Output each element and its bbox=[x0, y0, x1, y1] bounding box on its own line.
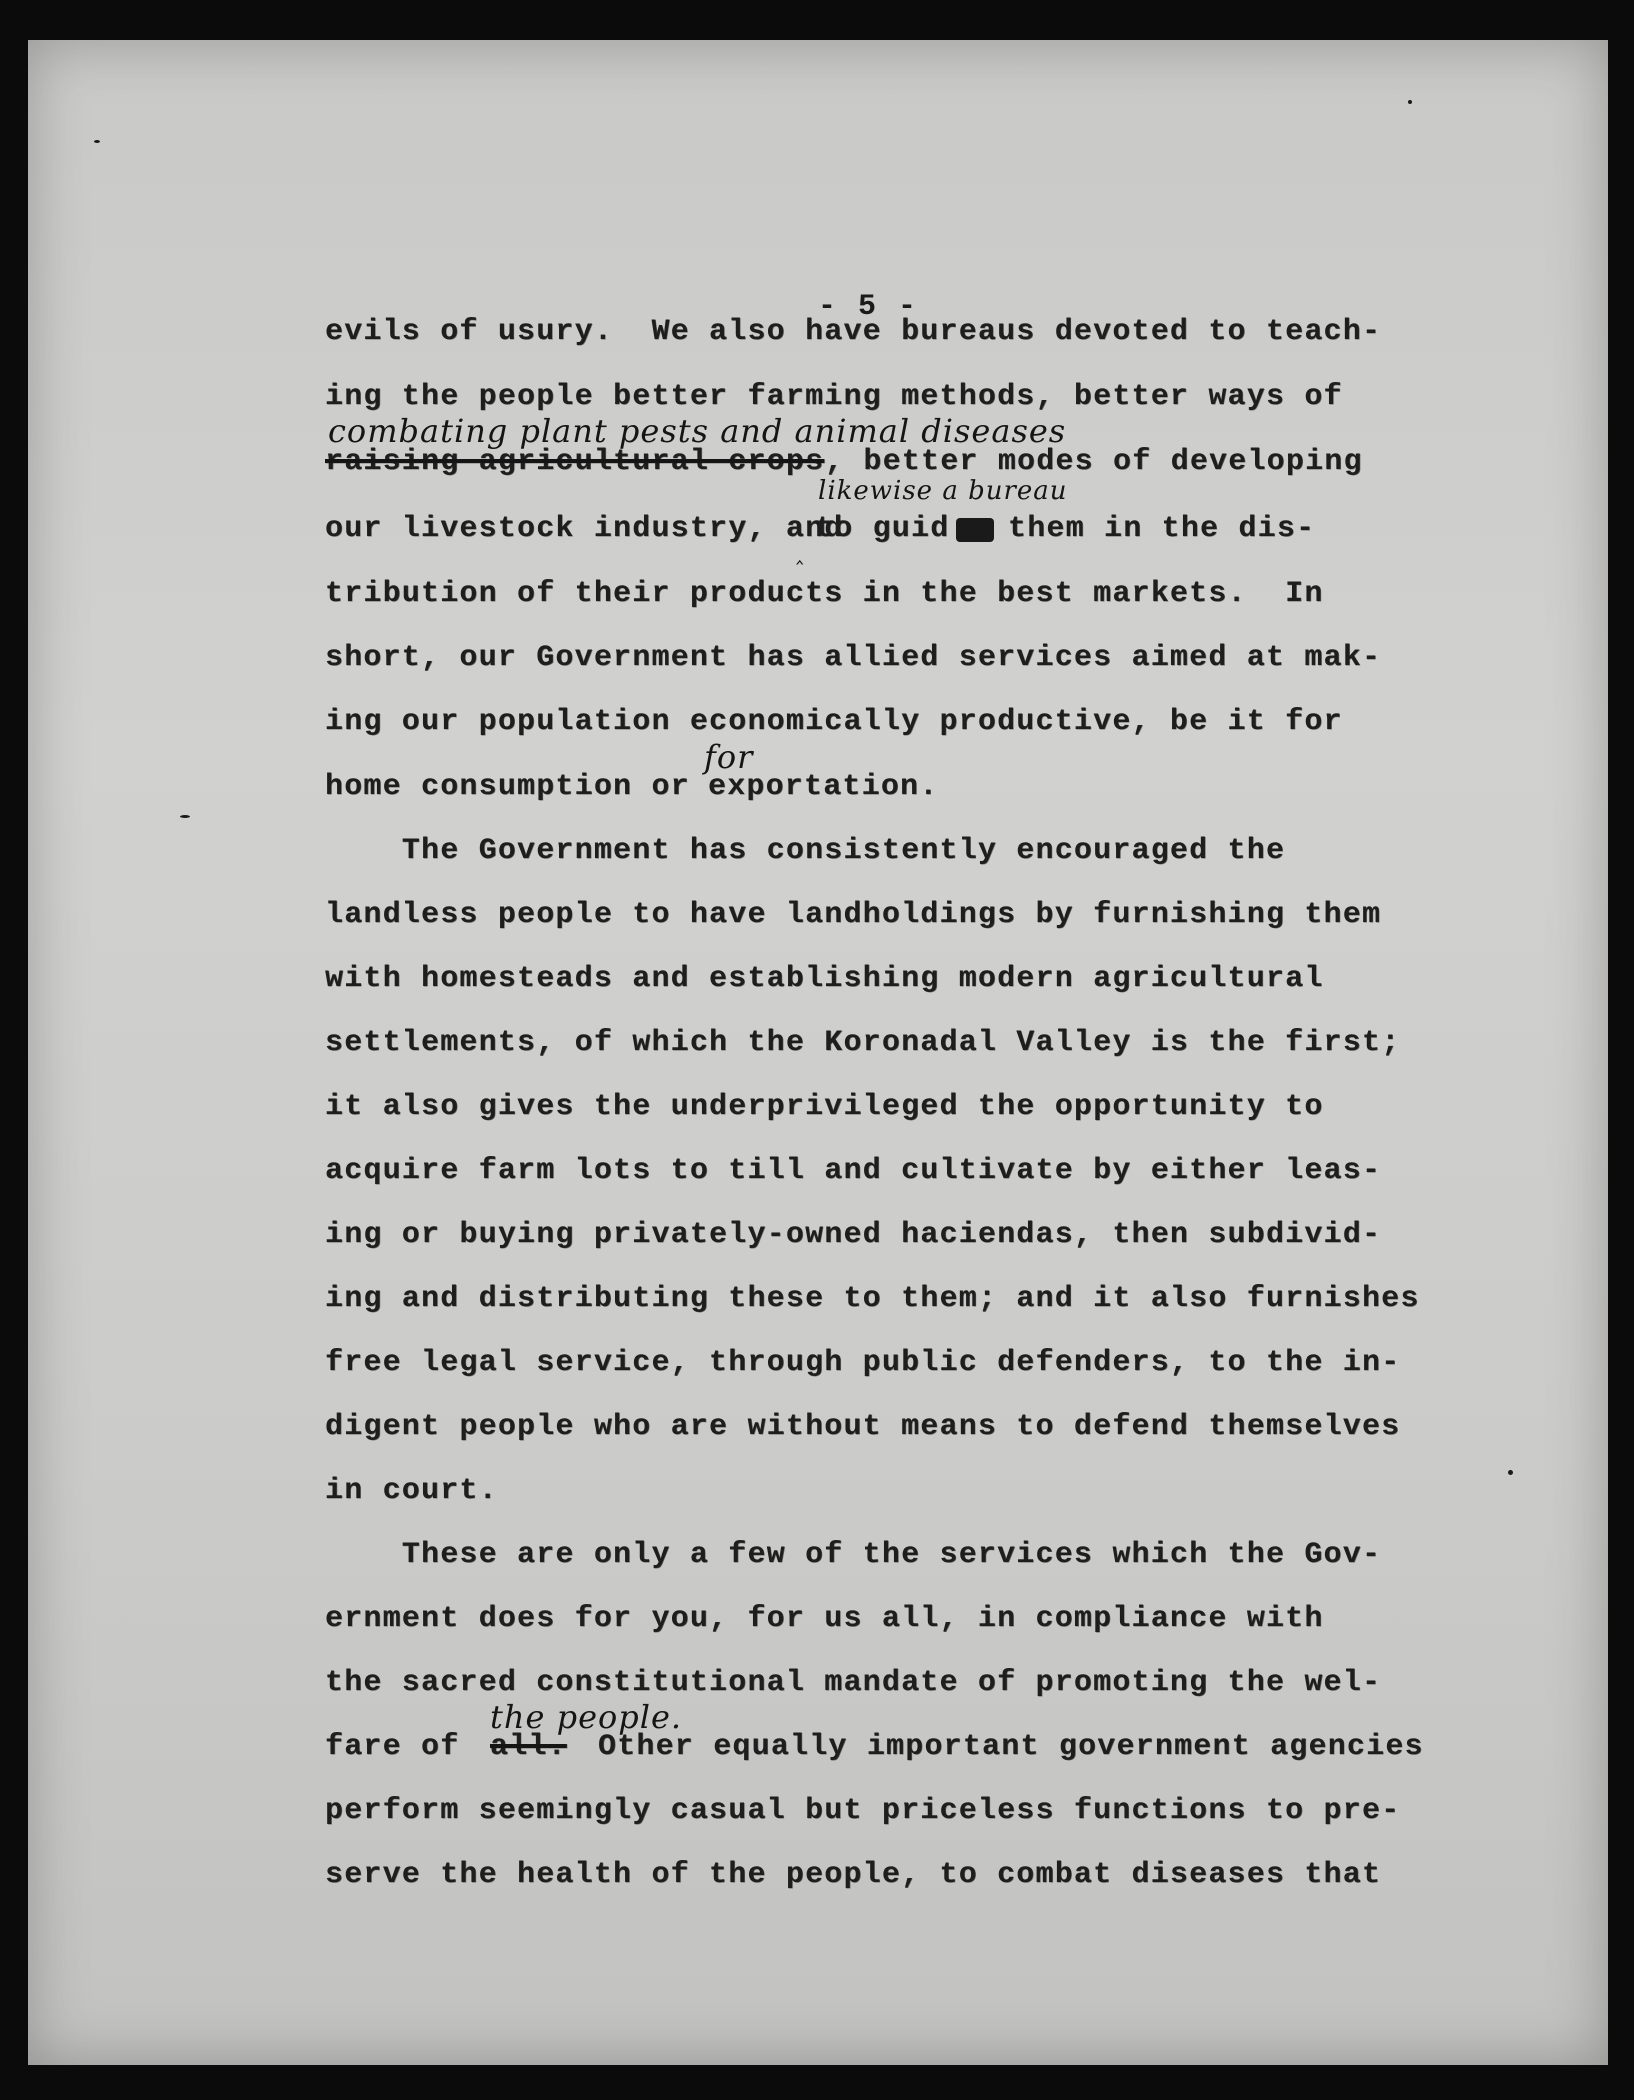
text-line: ing and distributing these to them; and it also furnishes bbox=[325, 1282, 1420, 1316]
text-line: short, our Government has allied services aimed at mak- bbox=[325, 641, 1382, 675]
text-line: our livestock industry, and bbox=[325, 512, 844, 546]
text-line: in court. bbox=[325, 1474, 498, 1508]
scan-speck bbox=[180, 815, 190, 818]
struck-out-text: all. bbox=[490, 1730, 567, 1764]
text-line: perform seemingly casual but priceless functions to pre- bbox=[325, 1794, 1401, 1828]
scan-speck bbox=[94, 140, 100, 143]
page-number: - 5 - bbox=[818, 290, 919, 324]
text-line: settlements, of which the Koronadal Valley is the first; bbox=[325, 1026, 1401, 1060]
text-line: ernment does for you, for us all, in compliance with bbox=[325, 1602, 1324, 1636]
text-line: tribution of their products in the best markets. In bbox=[325, 577, 1324, 611]
text-line: digent people who are without means to defend themselves bbox=[325, 1410, 1401, 1444]
handwritten-insertion: likewise a bureau bbox=[818, 476, 1068, 506]
text-line: , better modes of developing bbox=[825, 445, 1363, 479]
handwritten-insertion: the people. bbox=[490, 1698, 683, 1736]
handwritten-insertion: for bbox=[704, 738, 754, 776]
scan-speck bbox=[1408, 100, 1412, 104]
text-line: acquire farm lots to till and cultivate by either leas- bbox=[325, 1154, 1382, 1188]
text-line: landless people to have landholdings by furnishing them bbox=[325, 898, 1382, 932]
typed-page bbox=[28, 40, 1608, 2065]
text-line: the sacred constitutional mandate of promoting the wel- bbox=[325, 1666, 1382, 1700]
text-line: fare of bbox=[325, 1730, 460, 1764]
text-line: to guid bbox=[815, 512, 950, 546]
text-line: free legal service, through public defenders, to the in- bbox=[325, 1346, 1401, 1380]
struck-out-text: raising agricultural crops bbox=[325, 445, 825, 479]
text-line: ing our population economically productive, be it for bbox=[325, 705, 1343, 739]
scan-speck bbox=[1508, 1470, 1513, 1475]
handwritten-insertion: combating plant pests and animal diseases bbox=[328, 412, 1067, 450]
text-line: exportation. bbox=[708, 770, 939, 804]
text-line: ing the people better farming methods, better ways of bbox=[325, 380, 1343, 414]
text-line: them in the dis- bbox=[1008, 512, 1316, 546]
text-line: it also gives the underprivileged the opportunity to bbox=[325, 1090, 1324, 1124]
text-line: home consumption or bbox=[325, 770, 690, 804]
text-line: ing or buying privately-owned haciendas, then subdivid- bbox=[325, 1218, 1382, 1252]
text-line: Other equally important government agencies bbox=[598, 1730, 1424, 1764]
text-line: with homesteads and establishing modern agricultural bbox=[325, 962, 1324, 996]
caret-insert-mark: ‸ bbox=[796, 540, 804, 565]
struck-out-text bbox=[956, 518, 994, 542]
text-line: serve the health of the people, to combat diseases that bbox=[325, 1858, 1382, 1892]
text-line: These are only a few of the services which the Gov- bbox=[325, 1538, 1382, 1572]
text-line: evils of usury. We also have bureaus devoted to teach- bbox=[325, 315, 1382, 349]
text-line: The Government has consistently encouraged the bbox=[325, 834, 1286, 868]
